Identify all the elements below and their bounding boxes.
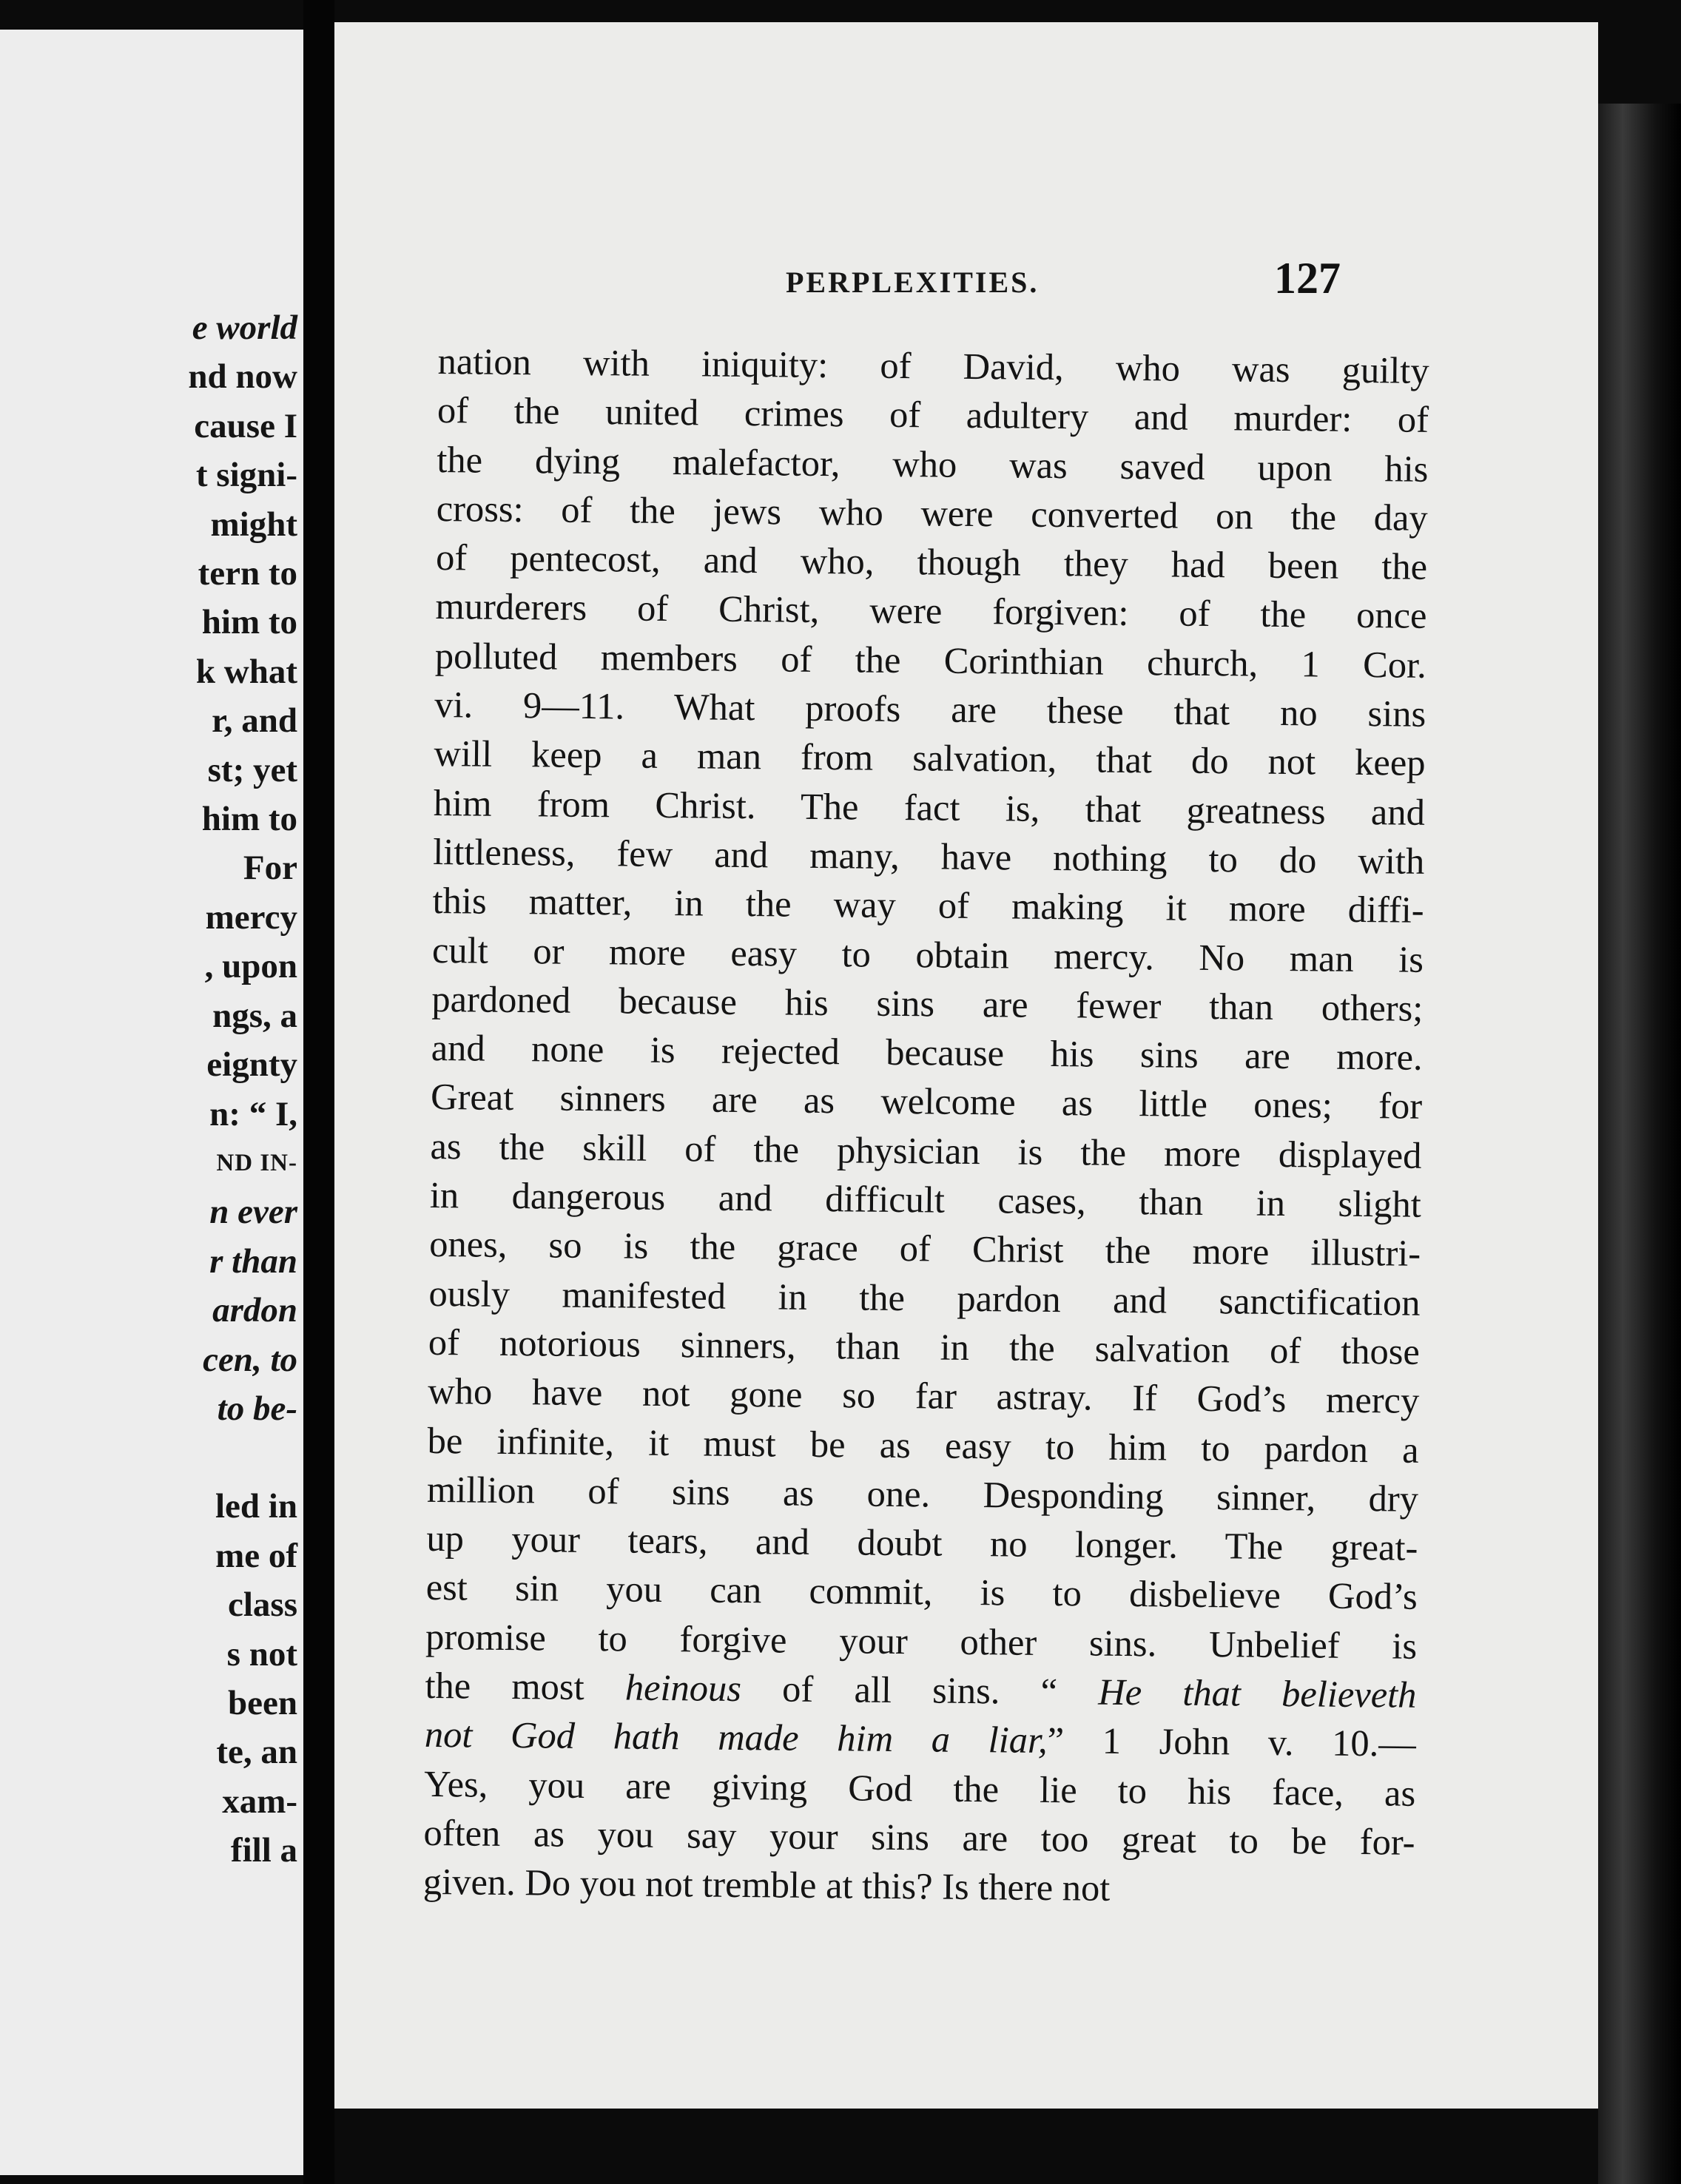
text-line: often as you say your sins are too great to be for- [423, 1811, 1415, 1863]
book-gutter [303, 0, 334, 2184]
previous-page-fragment [0, 30, 303, 2175]
fragment-line: to be- [217, 1389, 297, 1428]
fragment-line: n: “ I, [209, 1094, 297, 1133]
text-line: who have not gone so far astray. If God’s mercy [428, 1370, 1420, 1422]
text-line: will keep a man from salvation, that do not keep [434, 732, 1426, 784]
fragment-line: ngs, a [212, 996, 297, 1035]
text-line: littleness, few and many, have nothing to do with [433, 830, 1425, 882]
fragment-line: eignty [206, 1045, 297, 1085]
text-line: up your tears, and doubt no longer. The great- [426, 1517, 1418, 1568]
text-line: of notorious sinners, than in the salvation of those [428, 1321, 1421, 1372]
fragment-line: cen, to [203, 1340, 297, 1379]
fragment-line: r, and [212, 701, 297, 741]
running-head: PERPLEXITIES. [786, 266, 1040, 299]
fragment-line: cause I [194, 406, 297, 445]
fragment-line: t signi- [195, 456, 297, 495]
italic-run: not God hath made him a liar, [424, 1713, 1048, 1762]
fragment-line: te, an [216, 1733, 297, 1772]
text-line: him from Christ. The fact is, that greatness and [433, 781, 1426, 833]
fragment-line: ND IN- [216, 1149, 297, 1176]
text-line: of pentecost, and who, though they had been the [435, 536, 1428, 588]
fragment-line: class [228, 1585, 297, 1625]
fragment-line: him to [201, 800, 297, 839]
fragment-line: ardon [212, 1291, 297, 1330]
fragment-line: n ever [209, 1193, 297, 1232]
text-line: ously manifested in the pardon and sanctification [428, 1272, 1421, 1324]
page-127 [334, 22, 1598, 2109]
text-line: and none is rejected because his sins are more. [431, 1027, 1423, 1078]
italic-run: heinous [624, 1666, 742, 1710]
text-line: ones, so is the grace of Christ the more illustri- [428, 1223, 1421, 1275]
italic-run: He that believeth [1098, 1671, 1417, 1716]
text-run: the most [425, 1664, 626, 1708]
text-line: Great sinners are as welcome as little ones; for [430, 1076, 1423, 1128]
fragment-line: me of [215, 1536, 297, 1575]
text-line: Yes, you are giving God the lie to his face, as [423, 1762, 1416, 1814]
fragment-line: led in [215, 1487, 297, 1526]
text-line: be infinite, it must be as easy to him to pardon a [427, 1419, 1419, 1471]
text-line: vi. 9—11. What proofs are these that no sins [434, 684, 1426, 735]
fragment-line: , upon [204, 947, 297, 986]
text-line: in dangerous and difficult cases, than in slight [429, 1173, 1422, 1225]
text-line: promise to forgive your other sins. Unbelief is [425, 1615, 1418, 1667]
text-line: pardoned because his sins are fewer than others; [431, 977, 1424, 1029]
page-body-text [423, 337, 1429, 1915]
fragment-line: s not [226, 1634, 297, 1674]
text-run: ” 1 John v. 10.— [1047, 1719, 1417, 1765]
text-line: murderers of Christ, were forgiven: of the once [435, 585, 1427, 637]
previous-page-text [188, 303, 297, 1875]
text-line: est sin you can commit, is to disbelieve God’s [425, 1566, 1418, 1618]
fragment-line: been [228, 1683, 297, 1722]
fragment-line: fill a [230, 1831, 297, 1870]
text-line: polluted members of the Corinthian church, 1 Cor. [434, 634, 1427, 686]
text-line: this matter, in the way of making it more diffi- [432, 880, 1424, 931]
fragment-line: st; yet [207, 750, 297, 789]
fragment-line: him to [201, 603, 297, 642]
fragment-line: xam- [222, 1782, 297, 1821]
text-line: nation with iniquity: of David, who was guilty [437, 340, 1429, 391]
fragment-blank-line [188, 1433, 297, 1482]
page-stack-edge [1598, 104, 1681, 2184]
fragment-line: tern to [198, 554, 297, 593]
fragment-line: e world [192, 309, 297, 347]
text-run: of all sins. “ [741, 1668, 1099, 1713]
text-line: million of sins as one. Desponding sinner, dry [426, 1468, 1419, 1520]
fragment-line: nd now [188, 357, 297, 397]
text-line: cross: of the jews who were converted on the day [436, 487, 1428, 539]
fragment-line: mercy [205, 897, 297, 937]
fragment-line: k what [195, 652, 297, 691]
page-number: 127 [1274, 254, 1341, 303]
text-line: given. Do you not tremble at this? Is there not [422, 1861, 1111, 1910]
fragment-line: For [243, 849, 297, 888]
fragment-line: might [210, 505, 297, 544]
text-line: the dying malefactor, who was saved upon his [437, 438, 1429, 490]
text-line: of the united crimes of adultery and murder: of [437, 389, 1429, 441]
text-line-with-italics [425, 1710, 1417, 1768]
fragment-line: r than [209, 1241, 297, 1281]
text-line: as the skill of the physician is the more displayed [430, 1125, 1422, 1176]
text-line: cult or more easy to obtain mercy. No man is [431, 928, 1424, 980]
